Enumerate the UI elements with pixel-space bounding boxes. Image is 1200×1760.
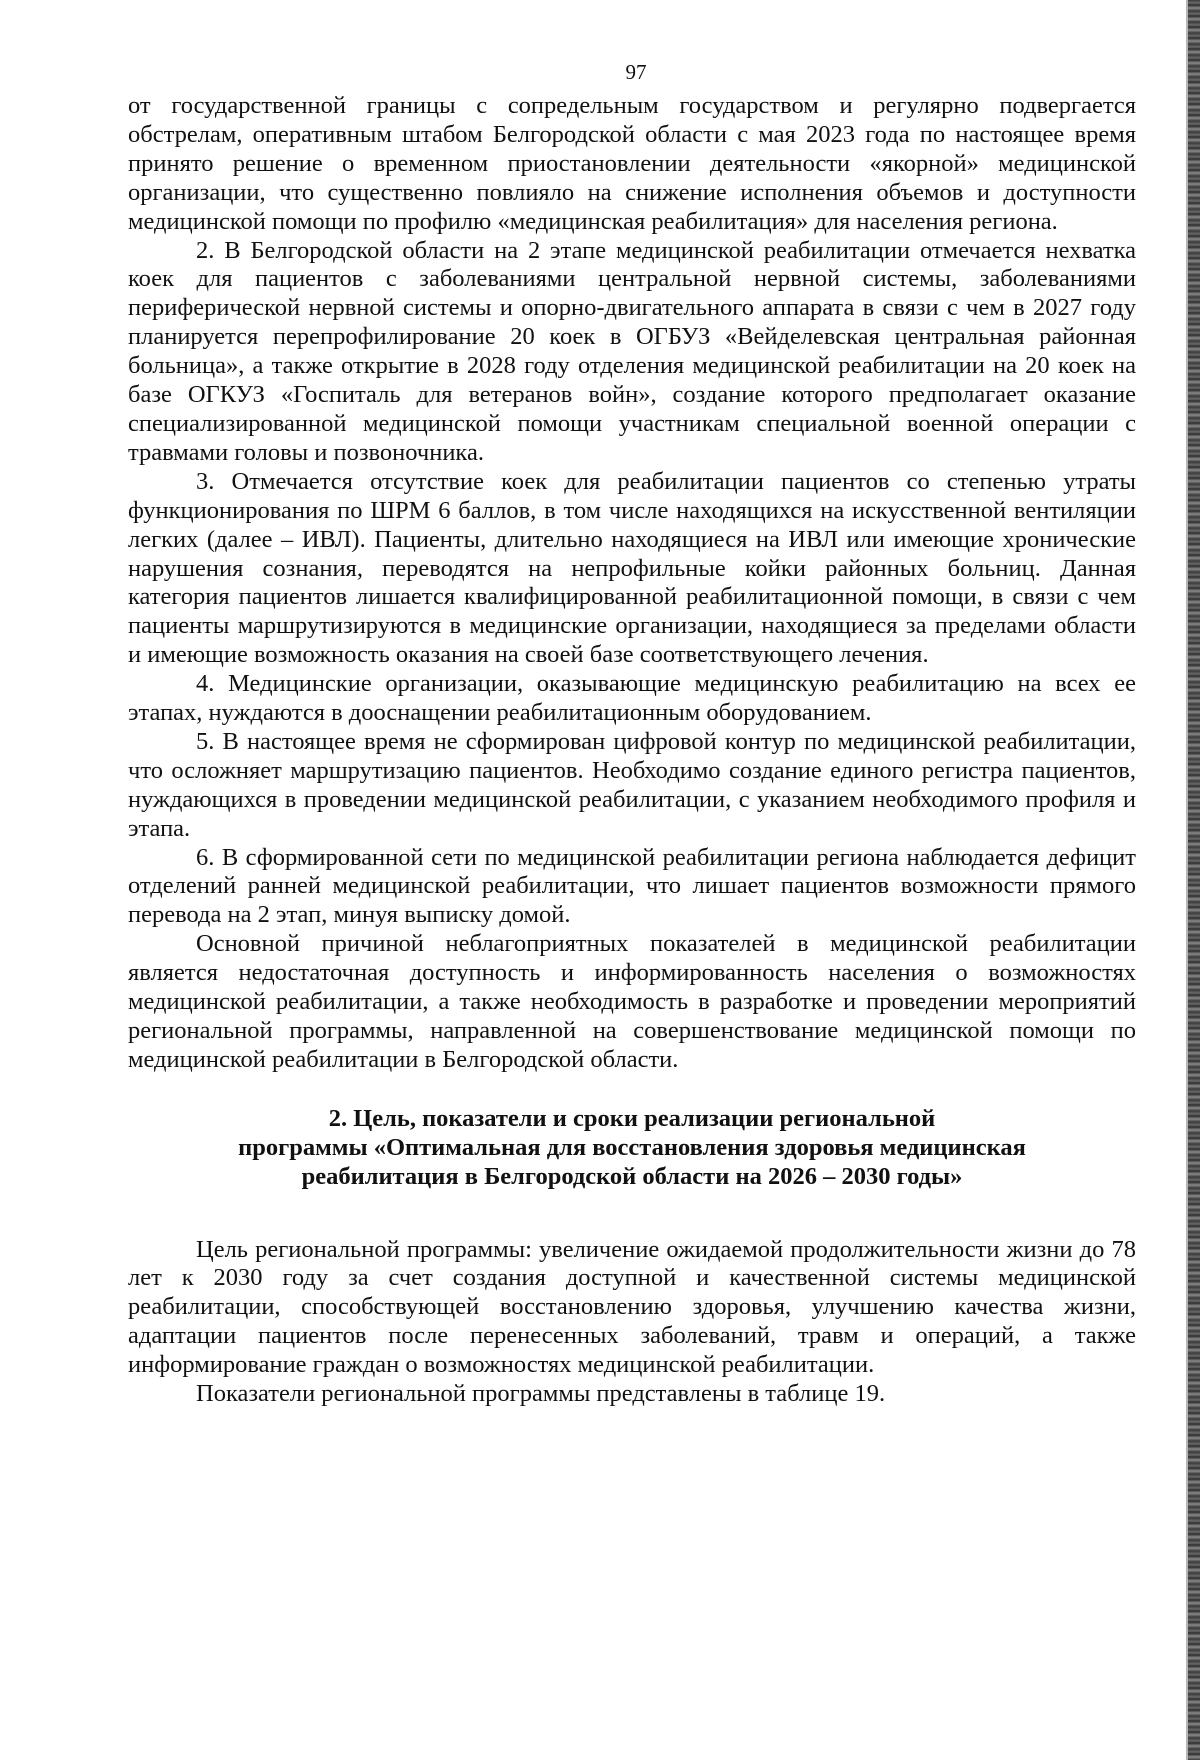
paragraph-indicators-reference: Показатели региональной программы представлены в таблице 19.	[196, 1380, 886, 1408]
scan-edge	[1188, 0, 1200, 1760]
document-page	[128, 58, 1136, 1409]
paragraph-continuation: от государственной границы с сопредельным государством и регулярно подвергается обстрелам, оперативным штабом Белгородской области с мая 2023 года по настоящее время принято решение о временном приостановлении деятельности «якорной» медицинской организации, что существенно повлияло на снижение исполнения объемов и доступности медицинской помощи по профилю «медицинская реабилитация» для населения региона.	[128, 92, 1136, 235]
paragraph-main-cause: Основной причиной неблагоприятных показателей в медицинской реабилитации является недостаточная доступность и информированность населения о возможностях медицинской реабилитации, а также необходимость в разработке и проведении мероприятий региональной программы, направленной на совершенствование медицинской помощи по медицинской реабилитации в Белгородской области.	[128, 930, 1136, 1073]
paragraph-item-4: 4. Медицинские организации, оказывающие медицинскую реабилитацию на всех ее этапах, нуждаются в дооснащении реабилитационным оборудованием.	[128, 670, 1136, 727]
spacer	[128, 1192, 1136, 1236]
paragraph-item-2: 2. В Белгородской области на 2 этапе медицинской реабилитации отмечается нехватка коек для пациентов с заболеваниями центральной нервной системы, заболеваниями периферической нервной системы и опорно-двигательного аппарата в связи с чем в 2027 году планируется перепрофилирование 20 коек в ОГБУЗ «Вейделевская центральная районная больница», а также открытие в 2028 году отделения медицинской реабилитации на 20 коек на базе ОГКУЗ «Госпиталь для ветеранов войн», создание которого предполагает оказание специализированной медицинской помощи участникам специальной военной операции с травмами головы и позвоночника.	[128, 236, 1136, 466]
paragraph-item-6: 6. В сформированной сети по медицинской реабилитации региона наблюдается дефицит отделений ранней медицинской реабилитации, что лишает пациентов возможности прямого перевода на 2 этап, минуя выписку домой.	[128, 843, 1136, 929]
section-heading-line: реабилитация в Белгородской области на 2026 – 2030 годы»	[301, 1162, 963, 1190]
paragraph-item-3: 3. Отмечается отсутствие коек для реабилитации пациентов со степенью утраты функционирования по ШРМ 6 баллов, в том числе находящихся на искусственной вентиляции легких (далее – ИВЛ). Пациенты, длительно находящиеся на ИВЛ или имеющие хронические нарушения сознания, переводятся на непрофильные койки районных больниц. Данная категория пациентов лишается квалифицированной реабилитационной помощи, в связи с чем пациенты маршрутизируются в медицинские организации, находящиеся за пределами области и имеющие возможность оказания на своей базе соответствующего лечения.	[128, 467, 1136, 669]
section-heading	[128, 1105, 1136, 1192]
page-number: 97	[625, 60, 647, 84]
section-heading-line: 2. Цель, показатели и сроки реализации региональной	[328, 1104, 936, 1132]
paragraph-program-goal: Цель региональной программы: увеличение ожидаемой продолжительности жизни до 78 лет к 2030 году за счет создания доступной и качественной системы медицинской реабилитации, способствующей восстановлению здоровья, улучшению качества жизни, адаптации пациентов после перенесенных заболеваний, травм и операций, а также информирование граждан о возможностях медицинской реабилитации.	[128, 1235, 1136, 1379]
section-heading-line: программы «Оптимальная для восстановления здоровья медицинская	[238, 1133, 1026, 1161]
paragraph-item-5: 5. В настоящее время не сформирован цифровой контур по медицинской реабилитации, что осложняет маршрутизацию пациентов. Необходимо создание единого регистра пациентов, нуждающихся в проведении медицинской реабилитации, с указанием необходимого профиля и этапа.	[128, 727, 1136, 842]
